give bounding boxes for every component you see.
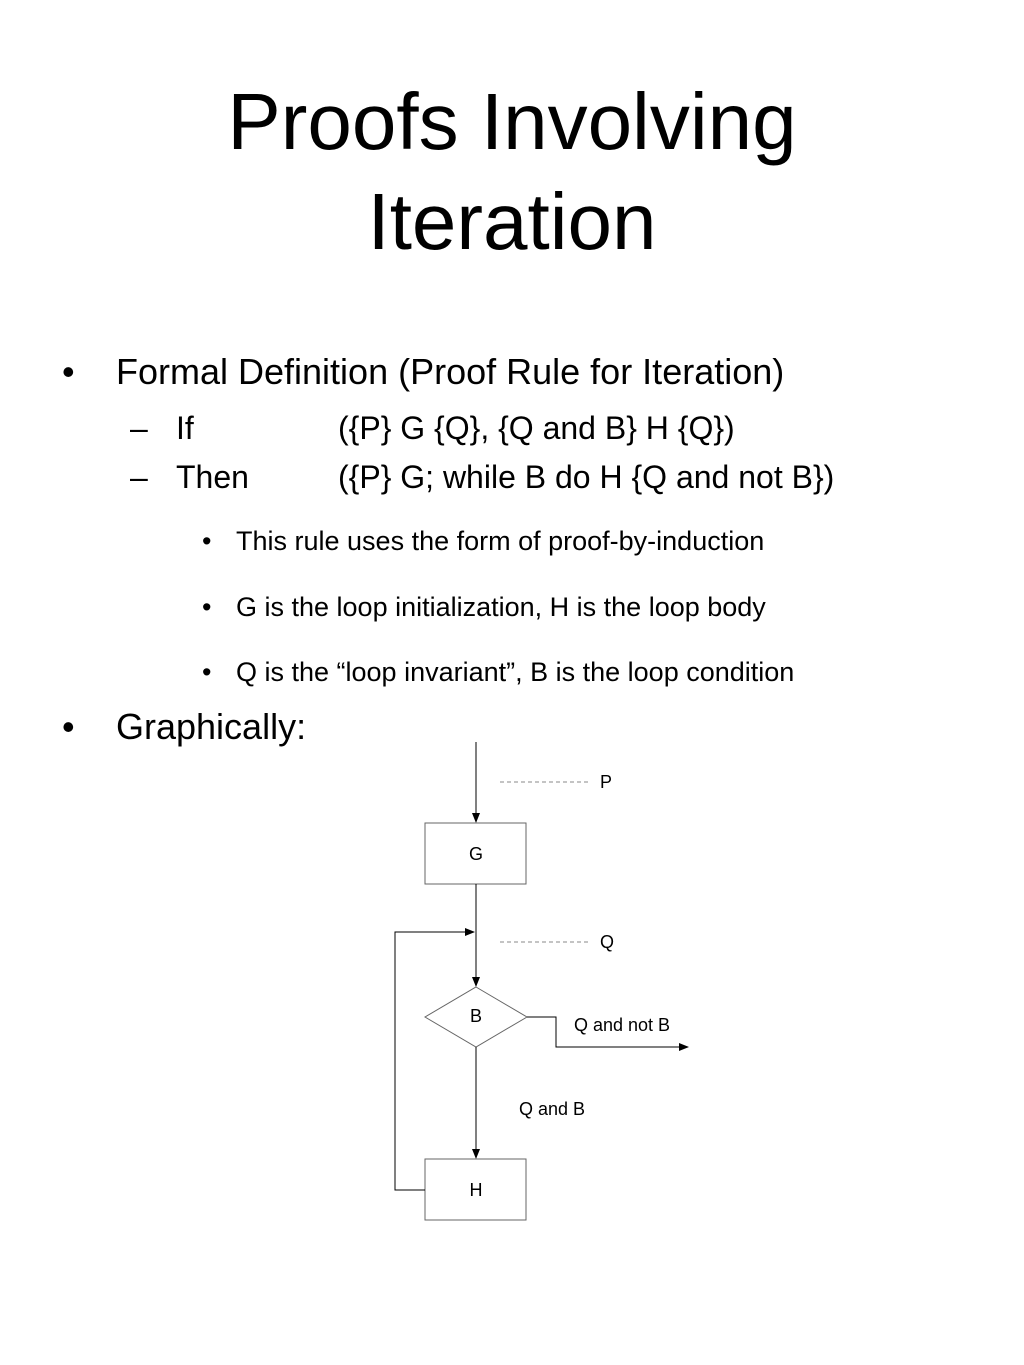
node-b-label: B — [469, 1006, 483, 1026]
subsub-bullet-marker: • — [202, 592, 212, 622]
subsub-bullet-marker: • — [202, 657, 212, 687]
label-q: Q — [600, 932, 615, 952]
subsub-bullet-induction: This rule uses the form of proof-by-induction — [236, 526, 765, 556]
bullet-marker: • — [62, 706, 75, 747]
label-q-and-b: Q and B — [519, 1099, 586, 1119]
sub-bullet-if-label: If — [176, 410, 194, 446]
label-q-and-not-b: Q and not B — [574, 1015, 671, 1035]
node-h-label: H — [469, 1180, 483, 1200]
bullet-formal-definition: Formal Definition (Proof Rule for Iteration) — [116, 351, 785, 392]
sub-bullet-marker: – — [130, 410, 148, 446]
subsub-bullet-invariant: Q is the “loop invariant”, B is the loop condition — [236, 657, 795, 687]
label-p: P — [600, 772, 613, 792]
slide-title-line1: Proofs Involving — [227, 77, 797, 166]
sub-bullet-if-text: ({P} G {Q}, {Q and B} H {Q}) — [338, 410, 735, 446]
subsub-bullet-init-body: G is the loop initialization, H is the loop body — [236, 592, 766, 622]
bullet-graphically: Graphically: — [116, 706, 307, 747]
loop-back-arrow — [395, 932, 474, 1190]
node-g-label: G — [468, 844, 484, 864]
slide-title-line2: Iteration — [367, 177, 657, 266]
subsub-bullet-marker: • — [202, 526, 212, 556]
sub-bullet-marker: – — [130, 459, 148, 495]
sub-bullet-then-label: Then — [176, 459, 249, 495]
sub-bullet-then-text: ({P} G; while B do H {Q and not B}) — [338, 459, 835, 495]
bullet-marker: • — [62, 351, 75, 392]
